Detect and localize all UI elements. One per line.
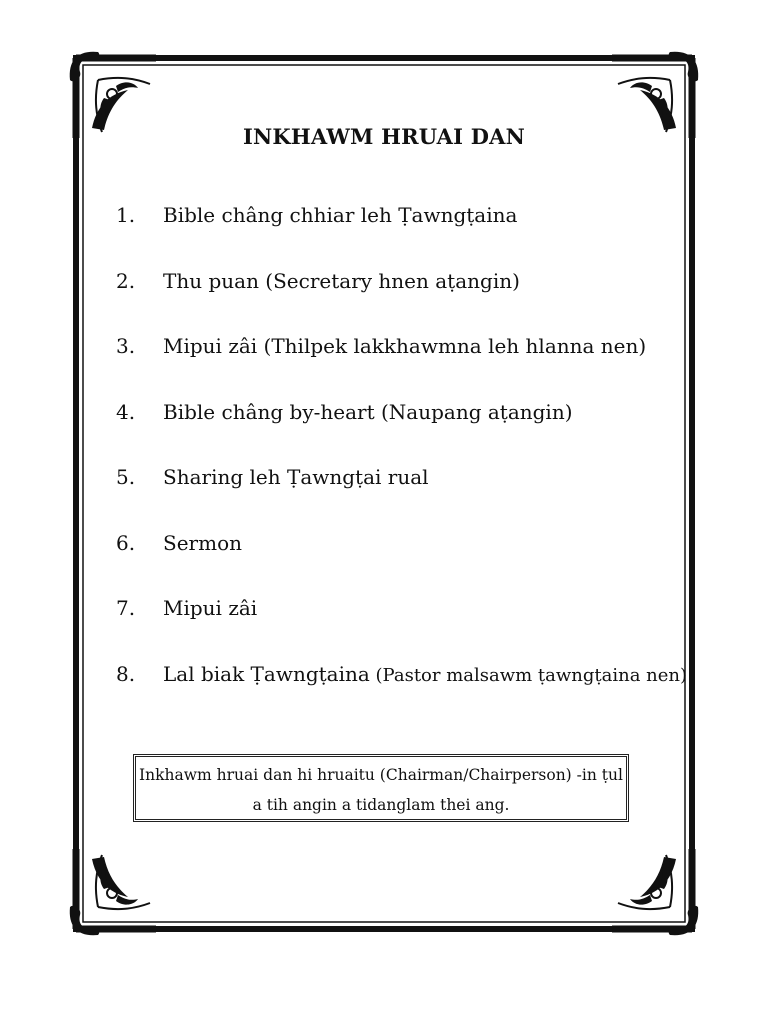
list-item xyxy=(116,524,696,590)
flourish-ornament-icon xyxy=(68,847,158,937)
list-item xyxy=(116,393,696,459)
item-text: Mipui zâi (Thilpek lakkhawmna leh hlanna nen) xyxy=(163,334,647,358)
item-number: 3. xyxy=(116,334,136,358)
item-number: 8. xyxy=(116,661,136,686)
item-text: Lal biak Ṭawngṭaina (Pastor malsawm ṭawngṭaina nen) xyxy=(163,661,688,686)
list-item xyxy=(116,327,696,393)
item-text: Sermon xyxy=(163,530,242,555)
list-item xyxy=(116,196,696,262)
item-note: (Pastor malsawm ṭawngṭaina nen) xyxy=(369,664,688,686)
item-number: 4. xyxy=(116,399,136,424)
item-text: Sharing leh Ṭawngṭai rual xyxy=(163,465,429,489)
notice-box xyxy=(133,754,629,822)
item-text: Mipui zâi xyxy=(163,596,258,620)
notice-line-2: a tih angin a tidanglam thei ang. xyxy=(252,796,510,814)
list-item xyxy=(116,589,696,655)
list-item xyxy=(116,262,696,328)
item-text: Bible châng chhiar leh Ṭawngṭaina xyxy=(163,203,518,227)
order-of-service-list xyxy=(116,196,696,720)
list-item xyxy=(116,655,696,721)
item-text: Bible châng by-heart (Naupang aṭangin) xyxy=(163,399,573,424)
item-number: 1. xyxy=(116,203,136,227)
item-number: 7. xyxy=(116,596,136,620)
item-number: 2. xyxy=(116,268,136,293)
item-number: 5. xyxy=(116,465,136,489)
list-item xyxy=(116,458,696,524)
notice-line-1: Inkhawm hruai dan hi hruaitu (Chairman/Chairperson) -in ṭul xyxy=(139,766,623,784)
page-title: INKHAWM HRUAI DAN xyxy=(243,124,525,149)
item-number: 6. xyxy=(116,530,136,555)
flourish-ornament-icon xyxy=(610,847,700,937)
item-text: Thu puan (Secretary hnen aṭangin) xyxy=(163,268,520,293)
